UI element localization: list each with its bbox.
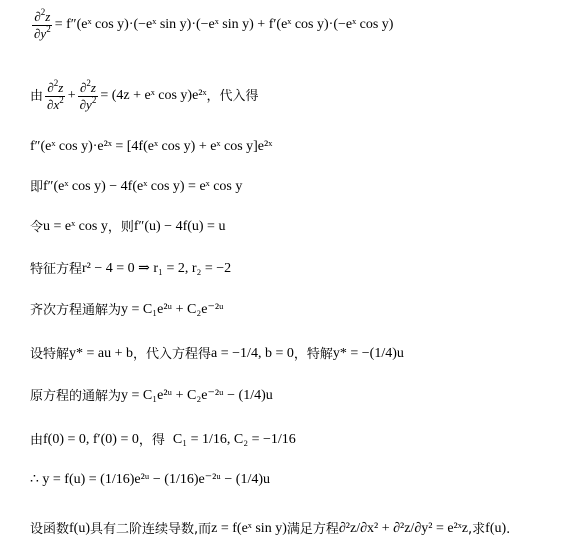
problem-statement: [30, 522, 579, 536]
problem-math-pde: ∂²z/∂x² + ∂²z/∂y² = e²ˣz: [338, 521, 469, 536]
text-you: 由: [30, 88, 44, 104]
solution-line-3: [30, 140, 579, 154]
text-particular: ，特解: [293, 346, 333, 362]
solution-line-2: 由 $\frac{\partial^2z}{\partial x^2}$ + $\frac{\partial^2z}{\partial y^2}$ = (4z + eˣ cos y)e²ˣ ，代入得: [30, 78, 259, 112]
formula-substituted-equation: f″(eˣ cos y)·e²ˣ = [4f(eˣ cos y) + eˣ cos y]e²ˣ: [30, 139, 273, 154]
problem-text-d: ,求: [468, 521, 486, 537]
text-substitute: ，代入得: [206, 88, 259, 104]
partial-fraction-d2z-dx2: $\frac{\partial^2z}{\partial x^2}$: [47, 78, 64, 112]
problem-text-b: 具有二阶连续导数,而: [90, 521, 212, 537]
text-general-solution: 原方程的通解为: [30, 388, 122, 404]
formula-particular-form: y* = au + b: [69, 346, 134, 361]
solution-line-8: [30, 347, 579, 361]
partial-fraction-d2z-dy2: $\frac{\partial^2z}{\partial y^2}$: [34, 7, 51, 41]
solution-line-7: [30, 303, 579, 317]
text-substitute-into: ，代入方程得: [133, 346, 212, 362]
problem-math-z: z = f(eˣ sin y): [211, 521, 287, 536]
solution-line-9: [30, 389, 579, 403]
formula-substitution-u: u = eˣ cos y: [43, 219, 108, 234]
text-de: ，得: [138, 432, 165, 448]
formula-constants: C₁ = 1/16, C₂ = −1/16: [172, 432, 296, 447]
problem-text-c: 满足方程: [286, 521, 339, 537]
text-you-2: 由: [30, 432, 44, 448]
formula-ode-in-u: f″(u) − 4f(u) = u: [133, 219, 226, 234]
text-ze: ，则: [107, 219, 134, 235]
formula-coefficients-ab: a = −1/4, b = 0: [211, 346, 294, 361]
formula-ode-in-f: f″(eˣ cos y) − 4f(eˣ cos y) = eˣ cos y: [43, 179, 243, 194]
problem-math-fu-2: f(u): [485, 521, 507, 536]
problem-text-a: 设函数: [30, 521, 70, 537]
solution-line-10: [30, 433, 579, 447]
formula-initial-conditions: f(0) = 0, f′(0) = 0: [43, 432, 139, 447]
text-homogeneous-general: 齐次方程通解为: [30, 302, 122, 318]
text-characteristic-equation: 特征方程: [30, 261, 83, 277]
formula-homogeneous-solution: y = C₁e²ᵘ + C₂e⁻²ᵘ: [121, 302, 224, 317]
solution-line-4: [30, 180, 579, 194]
solution-line-1: [30, 7, 579, 41]
formula-characteristic-roots: r² − 4 = 0 ⇒ r₁ = 2, r₂ = −2: [82, 261, 232, 276]
formula-d2z-dy2-expansion: = f″(eˣ cos y)·(−eˣ sin y)·(−eˣ sin y) + f′(eˣ cos y)·(−eˣ cos y): [54, 17, 394, 33]
formula-laplacian-sum: = (4z + eˣ cos y)e²ˣ: [100, 88, 207, 104]
problem-math-fu: f(u): [69, 521, 91, 536]
problem-text-e: .: [506, 521, 511, 537]
formula-general-solution: y = C₁e²ᵘ + C₂e⁻²ᵘ − (1/4)u: [121, 388, 273, 403]
text-assume-particular: 设特解: [30, 346, 70, 362]
solution-line-6: [30, 262, 579, 276]
text-ji: 即: [30, 179, 44, 195]
formula-final-answer: ∴ y = f(u) = (1/16)e²ᵘ − (1/16)e⁻²ᵘ − (1/4)u: [30, 472, 271, 487]
solution-line-5: [30, 220, 579, 234]
text-ling: 令: [30, 219, 44, 235]
formula-particular-solution: y* = −(1/4)u: [332, 346, 404, 361]
partial-fraction-d2z-dy2-b: $\frac{\partial^2z}{\partial y^2}$: [79, 78, 97, 112]
solution-line-11: [30, 473, 579, 487]
